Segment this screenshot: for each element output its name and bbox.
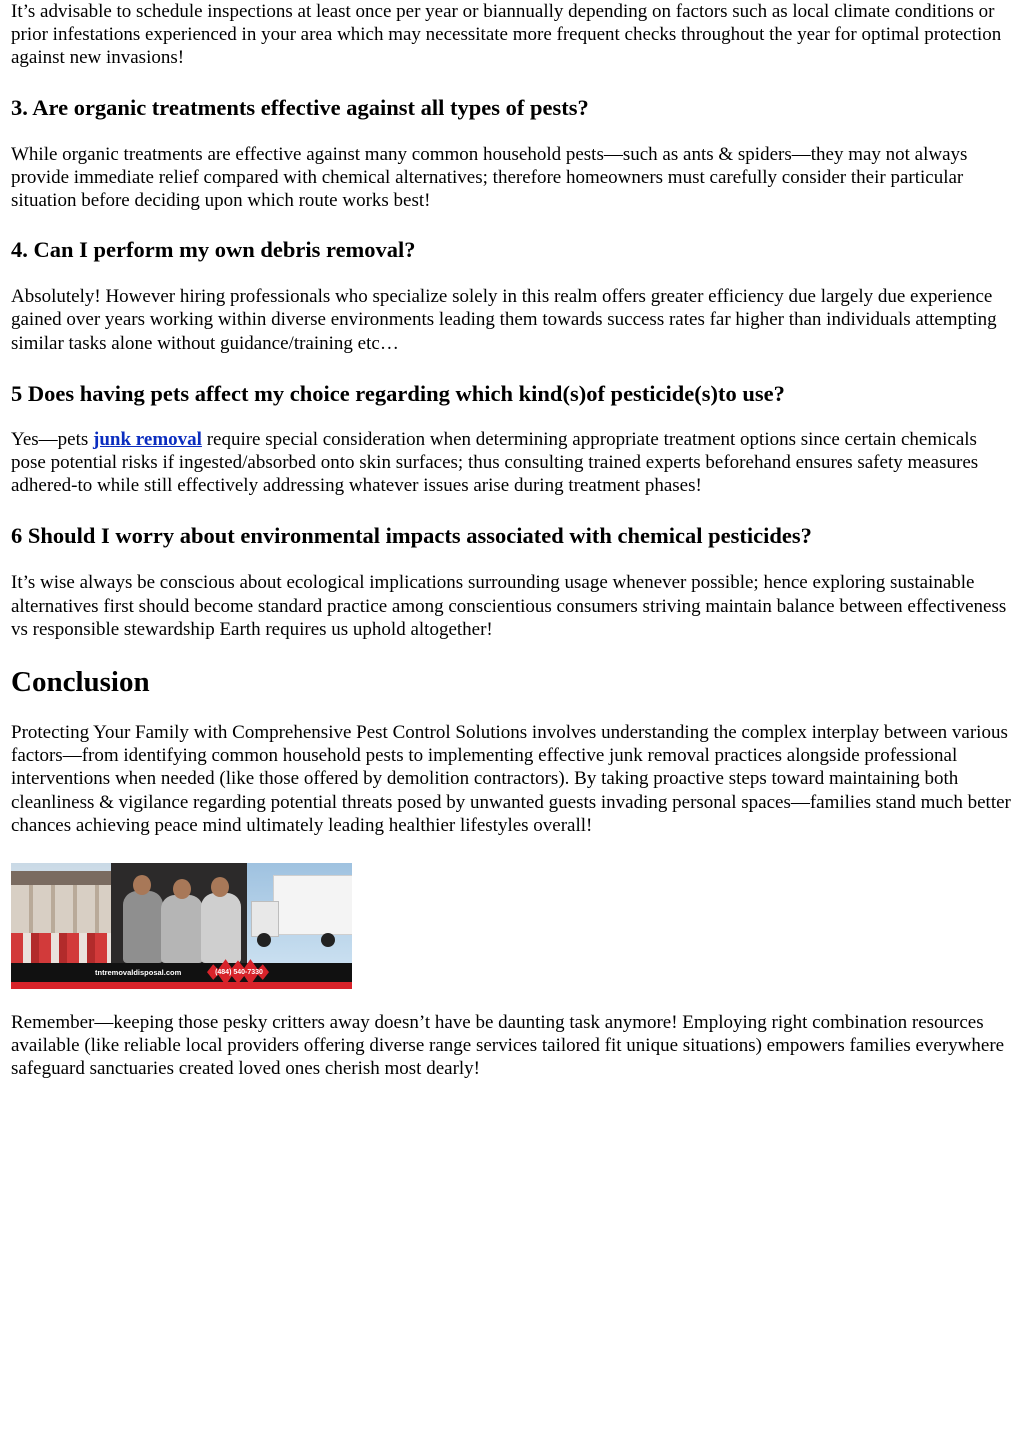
banner-worker-2-head xyxy=(173,879,191,899)
banner-debris-pile xyxy=(11,933,121,963)
faq-answer-3: While organic treatments are effective against many common household pests—such as ants & spiders—they may not always provide immediate relief compared with chemical alternatives; therefore homeowners must carefully consider their particular situation before deciding upon which route works best! xyxy=(11,143,968,212)
banner-phone-number: (484) 540-7330 xyxy=(215,969,263,977)
faq-answer-5-before: Yes—pets xyxy=(11,428,94,450)
company-banner-image xyxy=(11,863,352,989)
banner-truck-wheel-rear xyxy=(321,933,335,947)
faq-question-4: 4. Can I perform my own debris removal? xyxy=(11,237,416,263)
banner-website-url: tntremovaldisposal.com xyxy=(95,968,182,978)
banner-worker-1 xyxy=(123,891,163,963)
faq-question-5: 5 Does having pets affect my choice regarding which kind(s)of pesticide(s)to use? xyxy=(11,380,785,406)
faq-question-3: 3. Are organic treatments effective against all types of pests? xyxy=(11,94,589,120)
junk-removal-link[interactable]: junk removal xyxy=(93,428,202,450)
banner-red-band xyxy=(11,982,352,989)
banner-worker-1-head xyxy=(133,875,151,895)
faq-answer-4: Absolutely! However hiring professionals who specialize solely in this realm offers greater efficiency due largely due experience gained over years working within diverse environments leading them towards success rates far higher than individuals attempting similar tasks alone without guidance/training etc… xyxy=(11,286,997,354)
banner-worker-2 xyxy=(161,895,203,963)
final-paragraph: Remember—keeping those pesky critters away doesn’t have be daunting task anymore! Employing right combination resources available (like reliable local providers offering diverse range services tailored fit unique situations) empowers families everywhere safeguard sanctuaries created loved ones cherish most dearly! xyxy=(11,1012,1005,1080)
banner-truck-box xyxy=(273,875,352,935)
banner-worker-3 xyxy=(201,893,241,963)
faq-answer-5 xyxy=(11,428,1015,498)
banner-truck-cab xyxy=(251,901,279,937)
intro-paragraph: It’s advisable to schedule inspections at least once per year or biannually depending on factors such as local climate conditions or prior infestations experienced in your area which may necessitate more frequent checks throughout the year for optimal protection against new invasions! xyxy=(11,1,1002,69)
faq-answer-5-after: require special consideration when determining appropriate treatment options since certain chemicals pose potential risks if ingested/absorbed onto skin surfaces; thus consulting trained experts beforehand ensures safety measures adhered-to while still effectively addressing whatever issues arise during treatment phases! xyxy=(11,428,979,497)
banner-worker-3-head xyxy=(211,877,229,897)
faq-question-6: 6 Should I worry about environmental impacts associated with chemical pesticides? xyxy=(11,523,812,549)
conclusion-paragraph: Protecting Your Family with Comprehensive Pest Control Solutions involves understanding the complex interplay between various factors—from identifying common household pests to implementing effective junk removal practices alongside professional interventions when needed (like those offered by demolition contractors). By taking proactive steps toward maintaining both cleanliness & vigilance regarding potential threats posed by unwanted guests invading personal spaces—families stand much better chances achieving peace mind ultimately leading healthier lifestyles overall! xyxy=(11,722,1011,836)
banner-truck-wheel-front xyxy=(257,933,271,947)
banner-roofline xyxy=(11,871,121,885)
faq-answer-6: It’s wise always be conscious about ecological implications surrounding usage whenever possible; hence exploring sustainable alternatives first should become standard practice among conscientious consumers striving maintain balance between effectiveness vs responsible stewardship Earth requires us uphold altogether! xyxy=(11,572,1007,640)
conclusion-heading: Conclusion xyxy=(11,666,150,699)
